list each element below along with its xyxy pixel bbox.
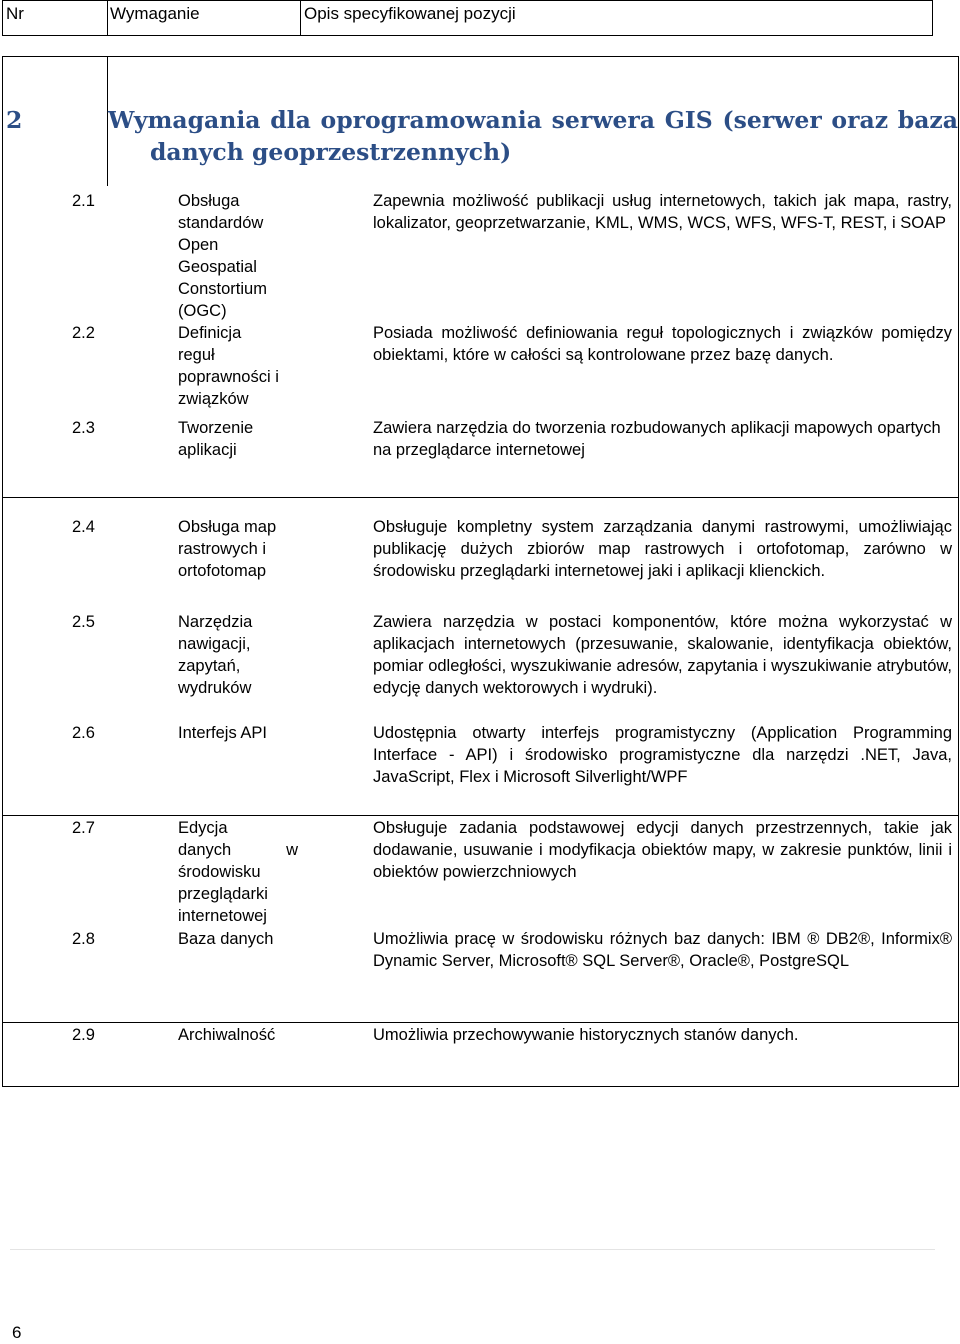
row-description: Obsługuje kompletny system zarządzania danymi rastrowymi, umożliwiając publikację dużych zbiorów map rastrowych i ortofotomap, zarówno w środowisku przeglądarki internetowej jaki i aplikacji klienckich. bbox=[373, 518, 952, 580]
section-title-line1: Wymagania dla oprogramowania serwera GIS (serwer oraz baza bbox=[108, 106, 958, 134]
requirement-line: Edycja bbox=[178, 819, 228, 837]
row-requirement bbox=[178, 817, 302, 927]
requirement-line: przeglądarki bbox=[178, 885, 268, 903]
header-nr: Nr bbox=[6, 4, 24, 23]
requirement-line: poprawności i bbox=[178, 368, 279, 386]
footer-divider bbox=[10, 1249, 935, 1250]
row-nr: 2.9 bbox=[72, 1026, 95, 1044]
section-title-line2: danych geoprzestrzennych) bbox=[150, 138, 512, 166]
requirement-line: reguł bbox=[178, 346, 215, 364]
row-separator bbox=[2, 1022, 959, 1023]
row-nr: 2.8 bbox=[72, 930, 95, 948]
requirement-line: Obsługa bbox=[178, 192, 240, 210]
row-requirement bbox=[178, 611, 298, 699]
requirement-line: Constortium bbox=[178, 280, 267, 298]
row-description: Udostępnia otwarty interfejs programistyczny (Application Programming Interface - API) i środowisko programistyczne dla narzędzi .NET, Java, JavaScript, Flex i Microsoft Silverlight/WPF bbox=[373, 724, 952, 786]
requirement-line: Tworzenie bbox=[178, 419, 254, 437]
row-nr: 2.7 bbox=[72, 819, 95, 837]
requirement-line: Open bbox=[178, 236, 219, 254]
row-description: Umożliwia przechowywanie historycznych stanów danych. bbox=[373, 1026, 799, 1044]
row-requirement bbox=[178, 928, 298, 950]
row-nr: 2.1 bbox=[72, 192, 95, 210]
requirement-line: Obsługa map bbox=[178, 518, 277, 536]
row-nr: 2.6 bbox=[72, 724, 95, 742]
requirement-line: internetowej bbox=[178, 907, 267, 925]
header-requirement: Wymaganie bbox=[110, 4, 200, 23]
requirement-line: nawigacji, bbox=[178, 635, 251, 653]
row-requirement bbox=[178, 417, 298, 461]
requirement-line: wydruków bbox=[178, 679, 252, 697]
requirement-line: związków bbox=[178, 390, 249, 408]
row-description: Posiada możliwość definiowania reguł topologicznych i związków pomiędzy obiektami, które w całości są kontrolowane przez bazę danych. bbox=[373, 324, 952, 364]
requirement-line: (OGC) bbox=[178, 302, 227, 320]
row-nr: 2.4 bbox=[72, 518, 95, 536]
header-description: Opis specyfikowanej pozycji bbox=[304, 4, 516, 23]
row-requirement bbox=[178, 190, 298, 322]
row-requirement bbox=[178, 322, 302, 410]
row-requirement bbox=[178, 1024, 298, 1046]
row-requirement bbox=[178, 516, 298, 582]
section-number: 2 bbox=[6, 106, 23, 134]
row-nr: 2.3 bbox=[72, 419, 95, 437]
header-divider bbox=[300, 0, 301, 36]
row-description: Zapewnia możliwość publikacji usług internetowych, takich jak mapa, rastry, lokalizator, geoprzetwarzanie, KML, WMS, WCS, WFS, WFS-T, REST, i SOAP bbox=[373, 192, 952, 232]
requirement-line: Archiwalność bbox=[178, 1026, 276, 1044]
requirement-line: aplikacji bbox=[178, 441, 237, 459]
row-separator bbox=[2, 497, 959, 498]
requirement-line: Interfejs API bbox=[178, 724, 267, 742]
requirement-line: Narzędzia bbox=[178, 613, 253, 631]
row-separator bbox=[2, 815, 959, 816]
requirement-line: Baza danych bbox=[178, 930, 274, 948]
page-number: 6 bbox=[12, 1323, 22, 1342]
row-description: Zawiera narzędzia w postaci komponentów, które można wykorzystać w aplikacjach internetowych (przesuwanie, skalowanie, identyfikacja obiektów, pomiar odległości, wyszukiwanie adresów, zapytania i wyszukiwanie atrybutów, edycję danych wektorowych i wydruki). bbox=[373, 613, 952, 697]
requirement-line: środowisku bbox=[178, 863, 261, 881]
row-description: Zawiera narzędzia do tworzenia rozbudowanych aplikacji mapowych opartych na przeglądarce internetowej bbox=[373, 419, 941, 459]
requirement-line: standardów bbox=[178, 214, 264, 232]
requirement-line: Geospatial bbox=[178, 258, 257, 276]
header-divider bbox=[107, 0, 108, 36]
requirement-line: Definicja bbox=[178, 324, 242, 342]
row-nr: 2.2 bbox=[72, 324, 95, 342]
row-nr: 2.5 bbox=[72, 613, 95, 631]
requirement-line: ortofotomap bbox=[178, 562, 267, 580]
row-description: Obsługuje zadania podstawowej edycji danych przestrzennych, takie jak dodawanie, usuwanie i modyfikacja obiektów mapy, w zakresie punktów, linii i obiektów powierzchniowych bbox=[373, 819, 952, 881]
requirement-line: rastrowych i bbox=[178, 540, 267, 558]
requirement-line: danych w bbox=[178, 841, 298, 859]
row-requirement bbox=[178, 722, 298, 744]
row-description: Umożliwia pracę w środowisku różnych baz danych: IBM ® DB2®, Informix® Dynamic Server, Microsoft® SQL Server®, Oracle®, PostgreSQL bbox=[373, 930, 952, 970]
requirement-line: zapytań, bbox=[178, 657, 241, 675]
